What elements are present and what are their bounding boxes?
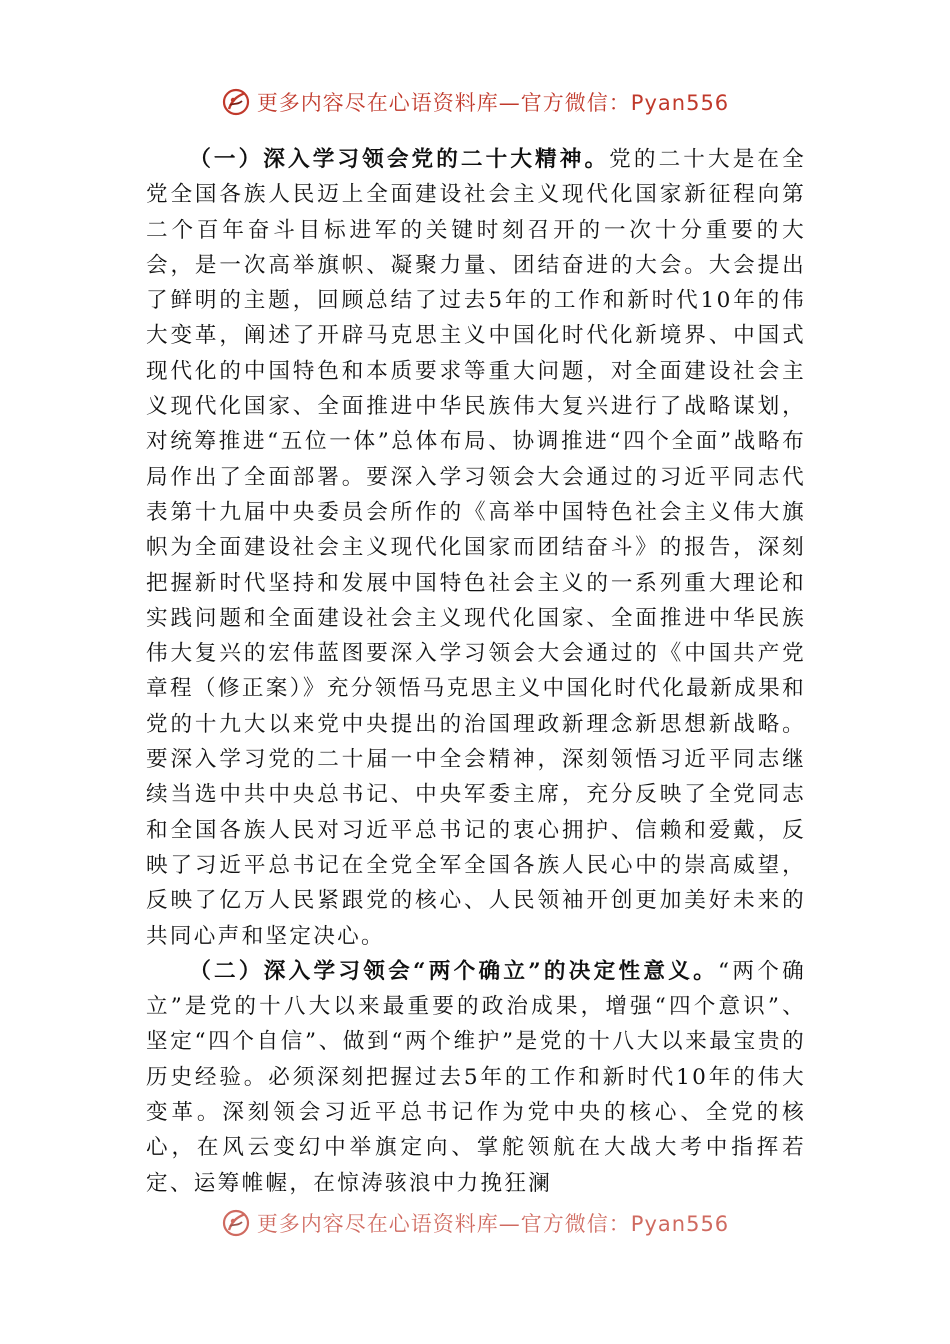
watermark-header bbox=[0, 82, 950, 122]
watermark-text: 更多内容尽在心语资料库—官方微信：Pyan556 bbox=[256, 91, 730, 115]
paragraph-2 bbox=[146, 954, 806, 1201]
watermark-text: 更多内容尽在心语资料库—官方微信：Pyan556 bbox=[256, 1212, 730, 1236]
pen-swirl-logo-icon bbox=[221, 1208, 251, 1238]
paragraph-1-heading: （一）深入学习领会党的二十大精神。 bbox=[189, 147, 610, 172]
watermark-footer bbox=[0, 1203, 950, 1243]
paragraph-1 bbox=[146, 142, 806, 954]
document-body bbox=[146, 142, 806, 1201]
paragraph-2-text: “两个确立”是党的十八大以来最重要的政治成果，增强“四个意识”、坚定“四个自信”、做到“两个维护”是党的十八大以来最宝贵的历史经验。必须深刻把握过去5年的工作和新时代10年的伟大变革。深刻领会习近平总书记作为党中央的核心、全党的核心，在风云变幻中举旗定向、掌舵领航在大战大考中指挥若定、运筹帷幄，在惊涛骇浪中力挽狂澜 bbox=[146, 958, 806, 1196]
paragraph-2-heading: （二）深入学习领会“两个确立”的决定性意义。 bbox=[189, 958, 719, 984]
pen-swirl-logo-icon bbox=[221, 87, 251, 117]
paragraph-1-text: 党的二十大是在全党全国各族人民迈上全面建设社会主义现代化国家新征程向第二个百年奋斗目标进军的关键时刻召开的一次十分重要的大会，是一次高举旗帜、凝聚力量、团结奋进的大会。大会提出了鲜明的主题，回顾总结了过去5年的工作和新时代10年的伟大变革，阐述了开辟马克思主义中国化时代化新境界、中国式现代化的中国特色和本质要求等重大问题，对全面建设社会主义现代化国家、全面推进中华民族伟大复兴进行了战略谋划，对统筹推进“五位一体”总体布局、协调推进“四个全面”战略布局作出了全面部署。要深入学习领会大会通过的习近平同志代表第十九届中央委员会所作的《高举中国特色社会主义伟大旗帜为全面建设社会主义现代化国家而团结奋斗》的报告，深刻把握新时代坚持和发展中国特色社会主义的一系列重大理论和实践问题和全面建设社会主义现代化国家、全面推进中华民族伟大复兴的宏伟蓝图要深入学习领会大会通过的《中国共产党章程（修正案）》充分领悟马克思主义中国化时代化最新成果和党的十九大以来党中央提出的治国理政新理念新思想新战略。要深入学习党的二十届一中全会精神，深刻领悟习近平同志继续当选中共中央总书记、中央军委主席，充分反映了全党同志和全国各族人民对习近平总书记的衷心拥护、信赖和爱戴，反映了习近平总书记在全党全军全国各族人民心中的崇高威望，反映了亿万人民紧跟党的核心、人民领袖开创更加美好未来的共同心声和坚定决心。 bbox=[146, 147, 806, 949]
